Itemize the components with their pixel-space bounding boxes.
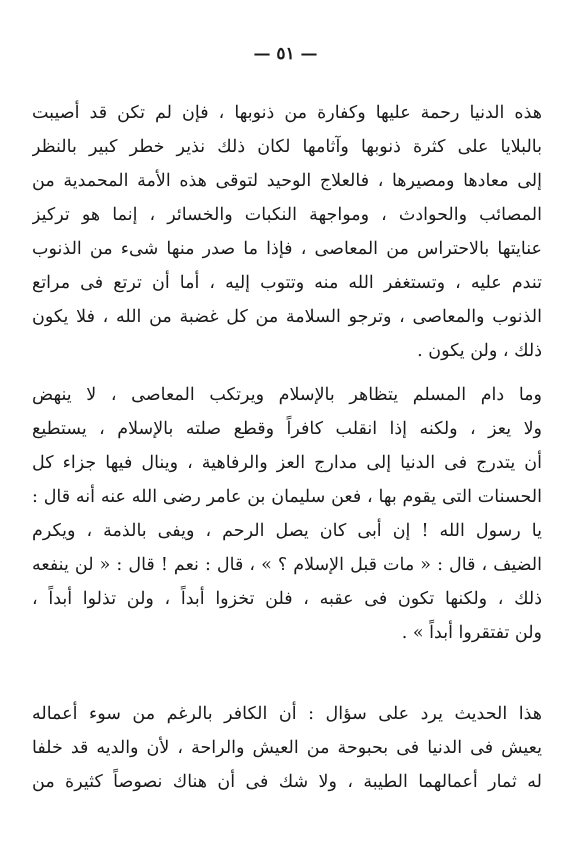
text-line: ولا يعز ، ولكنه إذا انقلب كافراً وقطع صلته بالإسلام ، يستطيع xyxy=(32,419,542,439)
text-line: الذنوب والمعاصى ، وترجو السلامة من كل غضبة من الله ، فلا يكون xyxy=(32,307,542,327)
paragraph-3 xyxy=(32,697,542,799)
text-line: يا رسول الله ! إن أبى كان يصل الرحم ، ويفى بالذمة ، ويكرم xyxy=(32,521,542,541)
text-line: بالبلايا على كثرة ذنوبها وآثامها لكان ذلك نذير خطر كبير بالنظر xyxy=(32,137,542,157)
text-line: تندم عليه ، وتستغفر الله منه وتتوب إليه ، أما أن ترتع فى مراتع xyxy=(32,273,542,293)
paragraph-2 xyxy=(32,378,542,650)
text-line: ذلك ، ولن يكون . xyxy=(417,341,542,361)
text-line: الحسنات التى يقوم بها ، فعن سليمان بن عامر رضى الله عنه أنه قال : xyxy=(32,487,542,507)
paragraph-1 xyxy=(32,96,542,368)
text-line: يعيش فى الدنيا فى بحبوحة من العيش والراحة ، لأن والديه قد خلفا xyxy=(32,738,542,758)
text-line: أن يتدرج فى الدنيا إلى مدارج العز والرفاهية ، وينال فيها جزاء كل xyxy=(32,453,542,473)
text-line: ولن تفتقروا أبداً » . xyxy=(401,623,542,643)
text-line: ذلك ، ولكنها تكون فى عقبه ، فلن تخزوا أبداً ، ولن تذلوا أبداً ، xyxy=(32,589,542,609)
text-line: وما دام المسلم يتظاهر بالإسلام ويرتكب المعاصى ، لا ينهض xyxy=(32,385,542,405)
text-line: إلى معادها ومصيرها ، فالعلاج الوحيد لتوقى هذه الأمة المحمدية من xyxy=(32,171,542,191)
text-line: له ثمار أعمالهما الطيبة ، ولا شك فى أن هناك نصوصاً كثيرة من xyxy=(32,772,542,792)
text-line: المصائب والحوادث ، ومواجهة النكبات والخسائر ، إنما هو تركيز xyxy=(32,205,542,225)
text-line: هذه الدنيا رحمة عليها وكفارة من ذنوبها ، فإن لم تكن قد أصيبت xyxy=(32,103,542,123)
text-line: عنايتها بالاحتراس من المعاصى ، فإذا ما صدر منها شىء من الذنوب xyxy=(32,239,542,259)
text-line: هذا الحديث يرد على سؤال : أن الكافر بالرغم من سوء أعماله xyxy=(32,704,542,724)
text-line: الضيف ، قال : « مات قبل الإسلام ؟ » ، قال : نعم ! قال : « لن ينفعه xyxy=(32,555,542,575)
page-number: — ٥١ — xyxy=(253,44,318,64)
